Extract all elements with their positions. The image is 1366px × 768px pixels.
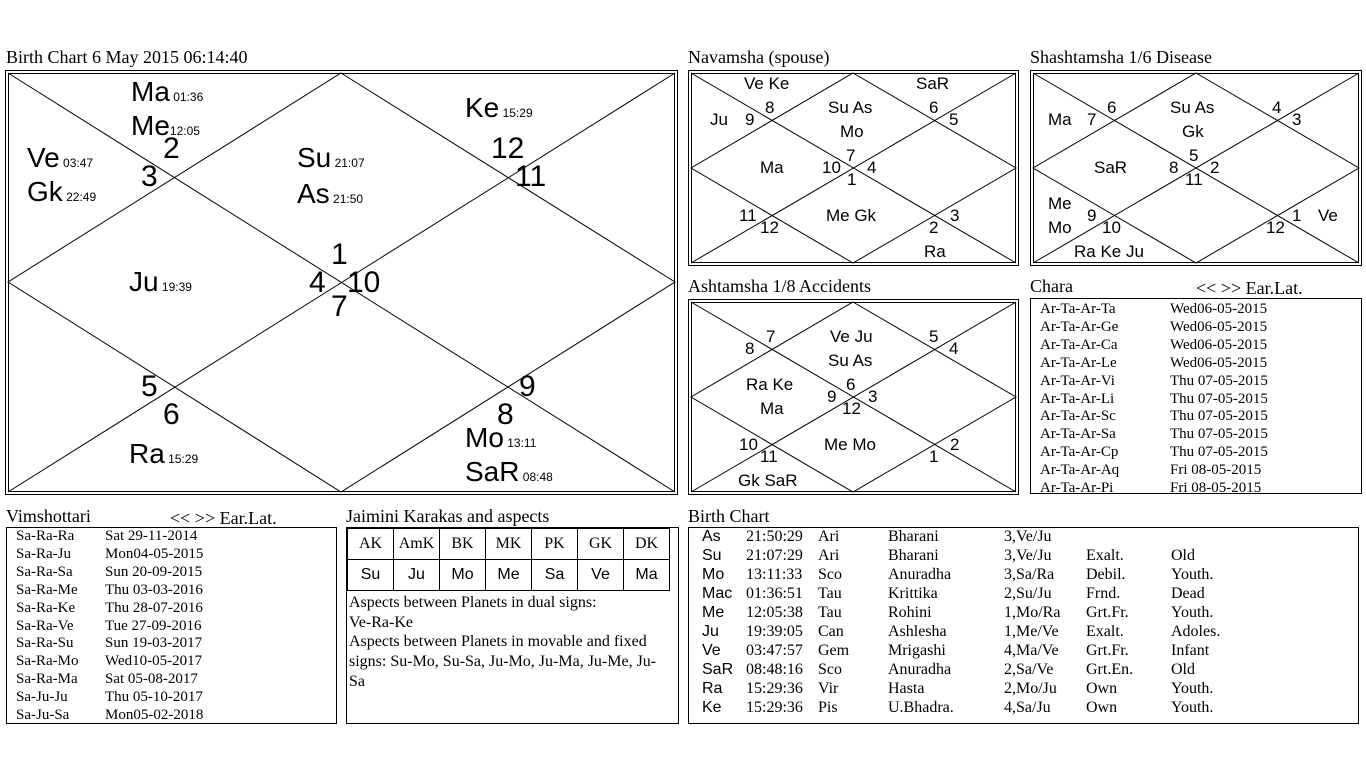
- birth-dignity: Exalt.: [1086, 547, 1124, 564]
- planet-gk: Gk 22:49: [27, 176, 97, 207]
- shashtamsha-title: Shashtamsha 1/6 Disease: [1030, 47, 1212, 67]
- aspects-dual-label: Aspects between Planets in dual signs:: [349, 594, 597, 611]
- chara-date: Wed06-05-2015: [1170, 354, 1268, 371]
- birth-planet: Mac: [702, 585, 733, 602]
- dasha-date: Sun 19-03-2017: [105, 635, 203, 652]
- birth-degree: 08:48:16: [746, 661, 803, 678]
- birth-nakshatra: Ashlesha: [888, 623, 947, 640]
- birth-nakshatra: Anuradha: [888, 661, 952, 678]
- chara-list: [1030, 298, 1362, 494]
- ash-sign-4: 4: [949, 339, 959, 358]
- birth-pada: 1,Mo/Ra: [1004, 604, 1061, 621]
- dasha-period: Sa-Ra-Ve: [16, 617, 74, 634]
- birth-planet: SaR: [702, 661, 734, 678]
- chara-period: Ar-Ta-Ar-Pi: [1040, 480, 1114, 496]
- vimshottari-title: Vimshottari: [6, 506, 91, 526]
- birth-table-title: Birth Chart: [688, 506, 770, 526]
- sha-sign-9: 9: [1087, 206, 1097, 225]
- nav-sign-7: 7: [846, 146, 856, 165]
- nav-sign-2: 2: [929, 218, 939, 237]
- birth-degree: 03:47:57: [746, 642, 803, 659]
- birth-planet: Me: [702, 604, 725, 621]
- nav-sign-10: 10: [822, 158, 841, 177]
- ash-sign-9: 9: [827, 387, 837, 406]
- aspects-dual: Ve-Ra-Ke: [349, 614, 413, 631]
- chara-period: Ar-Ta-Ar-Aq: [1040, 462, 1120, 479]
- karaka-planet: Sa: [532, 560, 578, 591]
- birth-dignity: Debil.: [1086, 566, 1126, 583]
- ashtamsha-chart: [688, 299, 1019, 495]
- karaka-header: MK: [486, 529, 532, 560]
- dasha-period: Sa-Ra-Su: [16, 635, 74, 652]
- birth-dignity: Own: [1086, 699, 1118, 716]
- chara-period: Ar-Ta-Ar-Vi: [1040, 372, 1115, 389]
- nav-sign-5: 5: [949, 110, 959, 129]
- birth-pada: 4,Sa/Ju: [1004, 699, 1051, 716]
- birth-planet: Ju: [702, 623, 719, 640]
- dasha-period: Sa-Ra-Me: [16, 581, 78, 598]
- navamsha-title: Navamsha (spouse): [688, 47, 830, 67]
- nav-ve-ke: Ve Ke: [744, 74, 790, 93]
- sign-3: 3: [141, 160, 158, 193]
- birth-table: [688, 527, 1359, 724]
- sha-ra-ke-ju: Ra Ke Ju: [1074, 242, 1144, 261]
- aspects-movable: Aspects between Planets in movable and fixed signs: Su-Mo, Su-Sa, Ju-Mo, Ju-Ma, Ju-Me, Ju-Sa: [349, 633, 657, 690]
- dasha-date: Sun 20-09-2015: [105, 563, 203, 580]
- ash-ma: Ma: [760, 399, 784, 418]
- sign-8: 8: [497, 398, 514, 431]
- sha-sign-12: 12: [1266, 218, 1285, 237]
- birth-degree: 19:39:05: [746, 623, 803, 640]
- karaka-header: DK: [624, 529, 670, 560]
- birth-avastha: Old: [1171, 547, 1195, 564]
- chara-date: Thu 07-05-2015: [1170, 444, 1268, 461]
- jaimini-title: Jaimini Karakas and aspects: [346, 506, 550, 526]
- chara-period: Ar-Ta-Ar-Sa: [1040, 426, 1116, 443]
- planet-ma: Ma 01:36: [131, 76, 204, 107]
- birth-nakshatra: Bharani: [888, 528, 939, 545]
- nav-ju: Ju: [710, 110, 728, 129]
- birth-pada: 2,Su/Ju: [1004, 585, 1052, 602]
- birth-sign: Sco: [818, 661, 842, 678]
- vimshottari-nav[interactable]: << >> Ear.Lat.: [170, 508, 277, 528]
- dasha-date: Thu 03-03-2016: [105, 581, 203, 598]
- sha-su-as: Su As: [1170, 98, 1215, 117]
- birth-sign: Sco: [818, 566, 842, 583]
- dasha-period: Sa-Ra-Ra: [16, 528, 75, 544]
- dasha-period: Sa-Ra-Sa: [16, 563, 73, 580]
- birth-nakshatra: Anuradha: [888, 566, 952, 583]
- birth-planet: Ke: [702, 699, 722, 716]
- sign-7: 7: [331, 290, 348, 323]
- birth-nakshatra: Rohini: [888, 604, 932, 621]
- ash-sign-7: 7: [766, 327, 776, 346]
- ash-sign-1: 1: [929, 447, 939, 466]
- sign-6: 6: [163, 398, 180, 431]
- nav-sar: SaR: [916, 74, 950, 93]
- jaimini-karakas-table: [347, 528, 670, 591]
- ashtamsha-title: Ashtamsha 1/8 Accidents: [688, 276, 871, 296]
- birth-dignity: Grt.Fr.: [1086, 604, 1129, 621]
- vimshottari-list: [6, 527, 337, 724]
- chara-period: Ar-Ta-Ar-Li: [1040, 390, 1115, 407]
- sign-5: 5: [141, 370, 158, 403]
- sign-2: 2: [163, 132, 180, 165]
- karaka-planet: Su: [348, 560, 394, 591]
- sha-sign-10: 10: [1102, 218, 1121, 237]
- planet-ve: Ve 03:47: [27, 142, 94, 173]
- karaka-planet: Mo: [440, 560, 486, 591]
- karaka-header: AmK: [394, 529, 440, 560]
- birth-sign: Pis: [818, 699, 838, 716]
- planet-me: Me12:05: [131, 110, 200, 141]
- birth-avastha: Adoles.: [1171, 623, 1221, 640]
- nav-ra: Ra: [924, 242, 946, 261]
- birth-sign: Can: [818, 623, 844, 640]
- birth-planet: As: [702, 528, 721, 545]
- birth-avastha: Infant: [1171, 642, 1210, 659]
- sha-me: Me: [1048, 194, 1072, 213]
- sha-sign-7: 7: [1087, 110, 1097, 129]
- dasha-date: Mon05-02-2018: [105, 707, 204, 723]
- karaka-header: AK: [348, 529, 394, 560]
- sha-sar: SaR: [1094, 158, 1128, 177]
- ash-me-mo: Me Mo: [824, 435, 876, 454]
- chara-period: Ar-Ta-Ar-Ta: [1040, 301, 1116, 317]
- planet-as: As 21:50: [297, 178, 364, 209]
- ash-sign-11: 11: [760, 447, 778, 466]
- sign-4: 4: [309, 266, 326, 299]
- dasha-date: Tue 27-09-2016: [105, 617, 202, 634]
- sha-ve: Ve: [1318, 206, 1338, 225]
- birth-pada: 1,Me/Ve: [1004, 623, 1059, 640]
- dasha-period: Sa-Ju-Sa: [16, 707, 70, 723]
- planet-ke: Ke 15:29: [465, 92, 533, 123]
- chara-date: Thu 07-05-2015: [1170, 408, 1268, 425]
- dasha-date: Thu 05-10-2017: [105, 689, 203, 706]
- chara-date: Fri 08-05-2015: [1170, 480, 1262, 496]
- karaka-planet: Ju: [394, 560, 440, 591]
- chara-date: Thu 07-05-2015: [1170, 426, 1268, 443]
- birth-degree: 15:29:36: [746, 699, 803, 716]
- dasha-period: Sa-Ju-Ju: [16, 689, 68, 706]
- chara-date: Wed06-05-2015: [1170, 301, 1268, 317]
- birth-sign: Tau: [818, 604, 842, 621]
- sha-sign-1: 1: [1292, 206, 1302, 225]
- jaimini-panel: [346, 527, 679, 724]
- chara-date: Thu 07-05-2015: [1170, 390, 1268, 407]
- birth-chart-title: Birth Chart 6 May 2015 06:14:40: [6, 47, 248, 67]
- birth-pada: 3,Ve/Ju: [1004, 547, 1052, 564]
- dasha-date: Thu 28-07-2016: [105, 599, 203, 616]
- birth-avastha: Dead: [1171, 585, 1205, 602]
- chara-period: Ar-Ta-Ar-Le: [1040, 354, 1117, 371]
- nav-sign-1: 1: [847, 170, 857, 189]
- nav-sign-6: 6: [929, 98, 939, 117]
- birth-degree: 01:36:51: [746, 585, 803, 602]
- ash-ra-ke: Ra Ke: [746, 375, 794, 394]
- birth-pada: 2,Sa/Ve: [1004, 661, 1054, 678]
- sign-10: 10: [347, 266, 381, 299]
- sha-ma: Ma: [1048, 110, 1072, 129]
- dasha-period: Sa-Ra-Mo: [16, 653, 79, 670]
- planet-mo: Mo 13:11: [465, 422, 537, 453]
- nav-sign-8: 8: [765, 98, 775, 117]
- sha-mo: Mo: [1048, 218, 1072, 237]
- chara-date: Thu 07-05-2015: [1170, 372, 1268, 389]
- birth-sign: Tau: [818, 585, 842, 602]
- birth-pada: 4,Ma/Ve: [1004, 642, 1059, 659]
- dasha-date: Sat 29-11-2014: [105, 528, 198, 544]
- ash-sign-12: 12: [842, 399, 861, 418]
- birth-pada: 3,Sa/Ra: [1004, 566, 1055, 583]
- dasha-period: Sa-Ra-Ju: [16, 545, 71, 562]
- chara-date: Fri 08-05-2015: [1170, 462, 1262, 479]
- nav-sign-4: 4: [867, 158, 877, 177]
- birth-dignity: Frnd.: [1086, 585, 1121, 602]
- birth-degree: 13:11:33: [746, 566, 803, 583]
- chara-period: Ar-Ta-Ar-Cp: [1040, 444, 1119, 461]
- ash-su-as: Su As: [828, 351, 873, 370]
- planet-sar: SaR 08:48: [465, 456, 553, 487]
- dasha-period: Sa-Ra-Ke: [16, 599, 76, 616]
- birth-planet: Mo: [702, 566, 725, 583]
- ash-gk-sar: Gk SaR: [738, 471, 798, 490]
- sha-sign-8: 8: [1169, 158, 1179, 177]
- sign-1: 1: [331, 238, 348, 271]
- karaka-planet: Me: [486, 560, 532, 591]
- nav-su-as: Su As: [828, 98, 873, 117]
- birth-nakshatra: Krittika: [888, 585, 938, 602]
- chara-period: Ar-Ta-Ar-Ca: [1040, 336, 1118, 353]
- planet-ra: Ra 15:29: [129, 438, 199, 469]
- sign-12: 12: [491, 132, 525, 165]
- chara-period: Ar-Ta-Ar-Sc: [1040, 408, 1116, 425]
- chara-period: Ar-Ta-Ar-Ge: [1040, 318, 1119, 335]
- nav-me-gk: Me Gk: [826, 206, 877, 225]
- sha-sign-11: 11: [1185, 170, 1203, 189]
- sha-sign-4: 4: [1272, 98, 1282, 117]
- birth-avastha: Old: [1171, 661, 1195, 678]
- birth-nakshatra: Mrigashi: [888, 642, 946, 659]
- chara-date: Wed06-05-2015: [1170, 336, 1268, 353]
- nav-mo: Mo: [840, 122, 864, 141]
- navamsha-chart: [688, 70, 1019, 266]
- karaka-planet: Ma: [624, 560, 670, 591]
- birth-degree: 21:07:29: [746, 547, 803, 564]
- ash-sign-10: 10: [739, 435, 758, 454]
- birth-sign: Ari: [818, 528, 840, 545]
- nav-sign-11: 11: [739, 206, 757, 225]
- birth-sign: Vir: [818, 680, 839, 697]
- ash-sign-3: 3: [868, 387, 878, 406]
- sign-9: 9: [519, 370, 536, 403]
- sha-gk: Gk: [1182, 122, 1204, 141]
- karaka-planet: Ve: [578, 560, 624, 591]
- nav-sign-12: 12: [760, 218, 779, 237]
- birth-planet: Ra: [702, 680, 723, 697]
- sha-sign-2: 2: [1210, 158, 1220, 177]
- birth-degree: 12:05:38: [746, 604, 803, 621]
- ash-sign-5: 5: [929, 327, 939, 346]
- birth-planet: Ve: [702, 642, 721, 659]
- birth-avastha: Youth.: [1171, 566, 1214, 583]
- birth-pada: 2,Mo/Ju: [1004, 680, 1057, 697]
- birth-planet: Su: [702, 547, 722, 564]
- chara-title: Chara: [1030, 276, 1073, 296]
- shashtamsha-chart: [1030, 70, 1362, 266]
- ash-ve-ju: Ve Ju: [830, 327, 873, 346]
- ash-sign-6: 6: [846, 375, 856, 394]
- ash-sign-8: 8: [745, 339, 755, 358]
- dasha-date: Mon04-05-2015: [105, 545, 204, 562]
- birth-sign: Gem: [818, 642, 850, 659]
- birth-nakshatra: U.Bhadra.: [888, 699, 954, 716]
- nav-sign-9: 9: [745, 110, 755, 129]
- birth-dignity: Grt.Fr.: [1086, 642, 1129, 659]
- birth-avastha: Youth.: [1171, 699, 1214, 716]
- karaka-header: BK: [440, 529, 486, 560]
- nav-ma: Ma: [760, 158, 784, 177]
- sha-sign-3: 3: [1292, 110, 1302, 129]
- planet-ju: Ju 19:39: [129, 266, 192, 297]
- birth-avastha: Youth.: [1171, 680, 1214, 697]
- dasha-date: Sat 05-08-2017: [105, 671, 198, 688]
- birth-degree: 15:29:36: [746, 680, 803, 697]
- birth-nakshatra: Bharani: [888, 547, 939, 564]
- sha-sign-5: 5: [1189, 146, 1199, 165]
- planet-su: Su 21:07: [297, 142, 365, 173]
- ash-sign-2: 2: [950, 435, 960, 454]
- birth-degree: 21:50:29: [746, 528, 803, 545]
- birth-chart: [5, 70, 678, 495]
- dasha-date: Wed10-05-2017: [105, 653, 203, 670]
- chara-nav[interactable]: << >> Ear.Lat.: [1196, 278, 1303, 298]
- karaka-header: PK: [532, 529, 578, 560]
- karaka-header: GK: [578, 529, 624, 560]
- sha-sign-6: 6: [1107, 98, 1117, 117]
- birth-chart-lines: [5, 70, 678, 495]
- birth-dignity: Own: [1086, 680, 1118, 697]
- sign-11: 11: [515, 160, 547, 193]
- birth-dignity: Exalt.: [1086, 623, 1124, 640]
- birth-nakshatra: Hasta: [888, 680, 925, 697]
- birth-dignity: Grt.En.: [1086, 661, 1134, 678]
- chara-date: Wed06-05-2015: [1170, 318, 1268, 335]
- dasha-period: Sa-Ra-Ma: [16, 671, 78, 688]
- birth-sign: Ari: [818, 547, 840, 564]
- nav-sign-3: 3: [950, 206, 960, 225]
- birth-pada: 3,Ve/Ju: [1004, 528, 1052, 545]
- birth-avastha: Youth.: [1171, 604, 1214, 621]
